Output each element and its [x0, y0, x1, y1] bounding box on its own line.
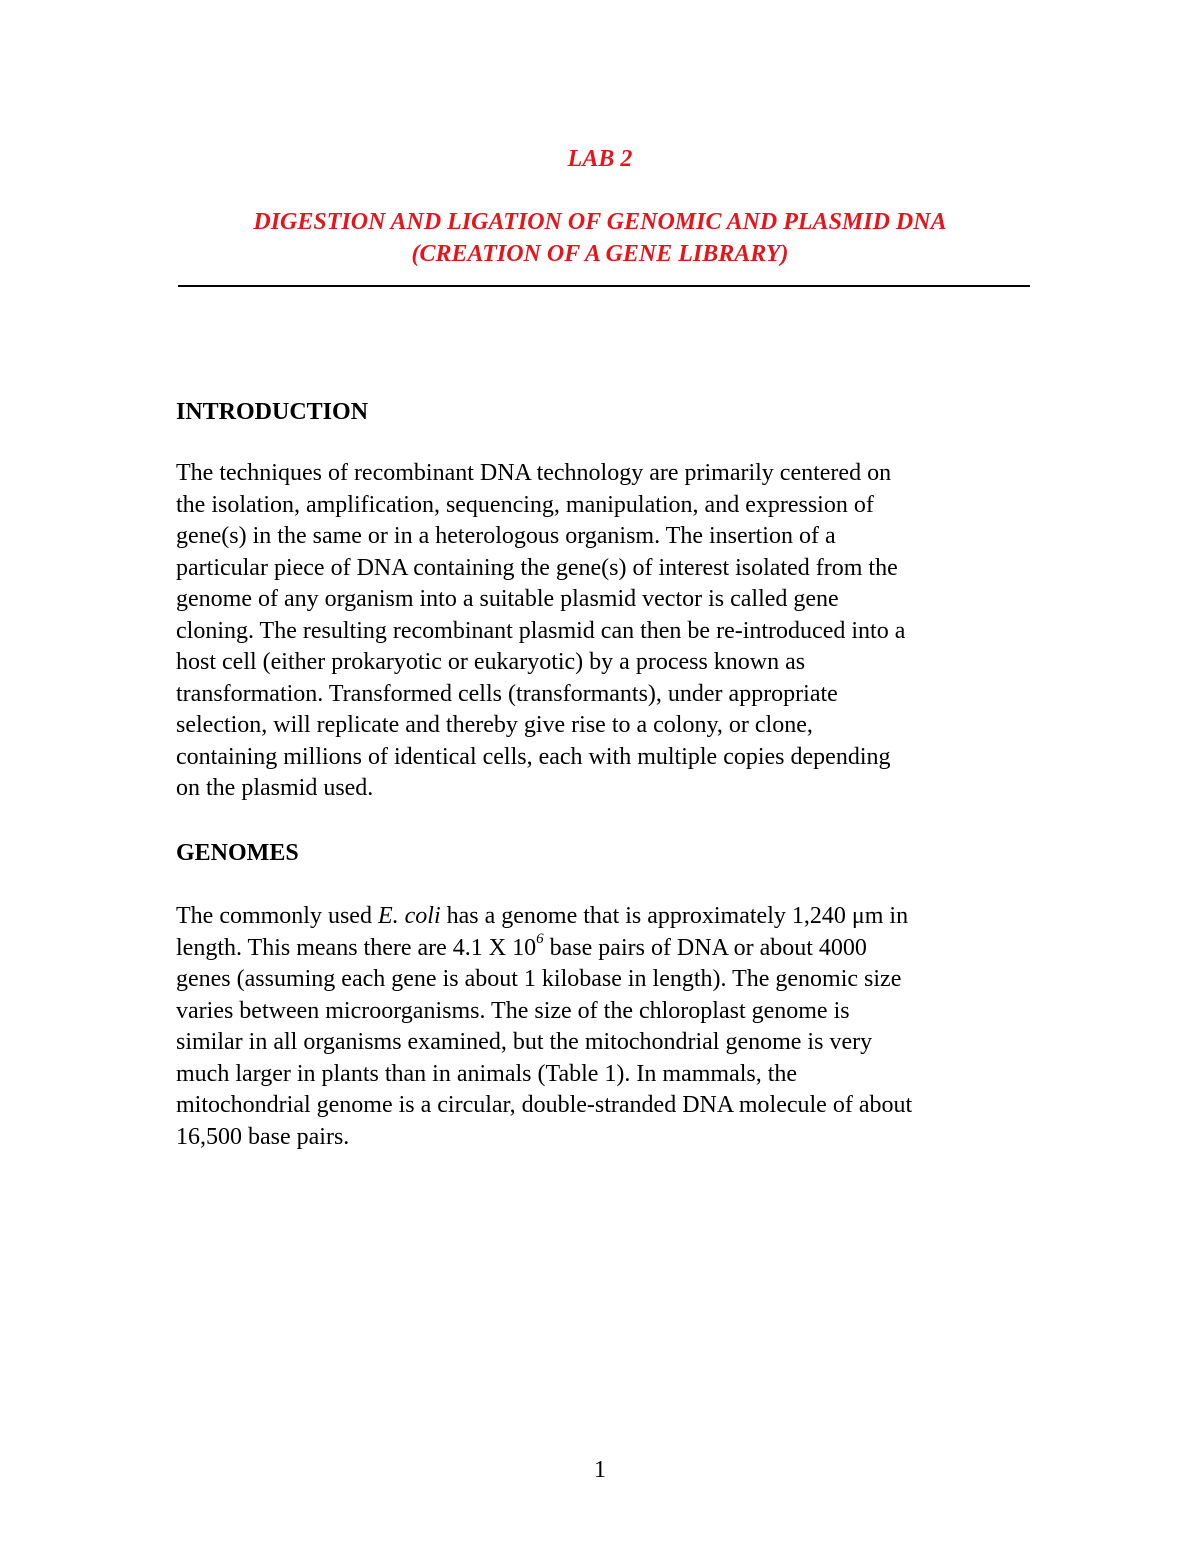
paragraph-line: 16,500 base pairs.	[176, 1123, 350, 1150]
text-segment: length. This means there are 4.1 X 10	[176, 934, 537, 961]
paragraph-line	[176, 901, 1036, 933]
paragraph-line: varies between microorganisms. The size of the chloroplast genome is	[176, 997, 850, 1024]
title-divider	[178, 285, 1030, 287]
paragraph-line: transformation. Transformed cells (transformants), under appropriate	[176, 680, 838, 707]
introduction-paragraph	[176, 458, 1036, 805]
text-segment: has a genome that is approximately 1,240 μm in	[440, 903, 909, 929]
paragraph-line: mitochondrial genome is a circular, double-stranded DNA molecule of about	[176, 1092, 913, 1118]
text-segment: The commonly used	[176, 903, 378, 929]
exponent: 6	[536, 930, 544, 947]
paragraph-line: similar in all organisms examined, but the mitochondrial genome is very	[176, 1029, 873, 1055]
paragraph-line: containing millions of identical cells, each with multiple copies depending	[176, 743, 891, 770]
paragraph-line: genes (assuming each gene is about 1 kilobase in length). The genomic size	[176, 966, 902, 992]
paragraph-line: particular piece of DNA containing the gene(s) of interest isolated from the	[176, 554, 898, 581]
paragraph-line: much larger in plants than in animals (Table 1). In mammals, the	[176, 1060, 798, 1087]
paragraph-line: selection, will replicate and thereby give rise to a colony, or clone,	[176, 712, 813, 738]
paragraph-line: The techniques of recombinant DNA technology are primarily centered on	[176, 460, 892, 486]
paragraph-line: genome of any organism into a suitable plasmid vector is called gene	[176, 586, 839, 612]
species-name: E. coli	[377, 903, 441, 929]
genomes-heading: GENOMES	[176, 840, 299, 866]
paragraph-line	[176, 930, 1036, 965]
paragraph-line: on the plasmid used.	[176, 775, 374, 801]
page-number: 1	[594, 1457, 606, 1483]
lab-label: LAB 2	[567, 146, 633, 172]
title-line-2: (CREATION OF A GENE LIBRARY)	[411, 241, 789, 267]
paragraph-line: the isolation, amplification, sequencing, manipulation, and expression of	[176, 491, 874, 518]
paragraph-line: cloning. The resulting recombinant plasmid can then be re-introduced into a	[176, 617, 906, 644]
paragraph-line: gene(s) in the same or in a heterologous organism. The insertion of a	[176, 523, 836, 549]
text-segment: base pairs of DNA or about 4000	[543, 934, 867, 961]
introduction-heading: INTRODUCTION	[176, 399, 369, 425]
genomes-paragraph	[176, 901, 1036, 1153]
paragraph-line: host cell (either prokaryotic or eukaryotic) by a process known as	[176, 649, 806, 675]
title-line-1: DIGESTION AND LIGATION OF GENOMIC AND PLASMID DNA	[253, 209, 947, 235]
